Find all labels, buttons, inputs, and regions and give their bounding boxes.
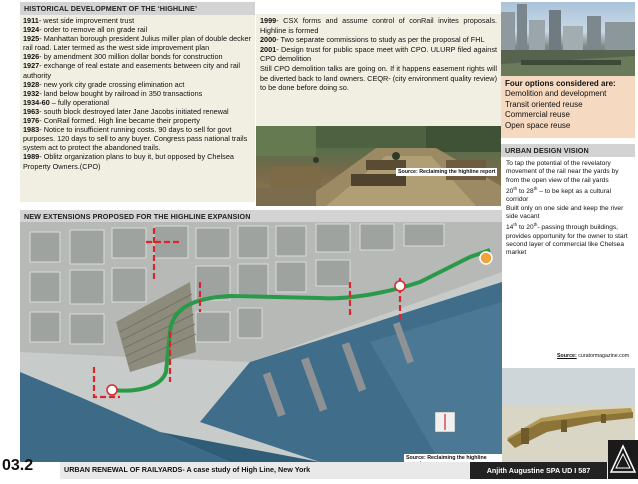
vision-source: Source: curatormagazine.com <box>557 353 630 359</box>
history-panel <box>20 2 255 202</box>
option-item: Demolition and development <box>505 89 607 99</box>
aerial-map <box>20 222 502 462</box>
history-header: HISTORICAL DEVELOPMENT OF THE ‘HIGHLINE’ <box>20 2 255 15</box>
options-title: Four options considered are: <box>505 79 616 88</box>
history-list <box>20 15 255 171</box>
option-item: Open space reuse <box>505 120 571 130</box>
history-entry: 1963- south block destroyed later Jane Jacobs initiated renewal <box>23 106 229 116</box>
history-entry: 1911- west side improvement trust <box>23 16 135 25</box>
left-margin <box>0 0 18 456</box>
vision-text-3: Built only on one side and keep the river side vacant <box>506 204 624 220</box>
history-entry: 1989- Oblitz organization plans to buy it, but opposed by Chelsea Property Owners.(CPO) <box>23 152 234 171</box>
deck-photo-source: Source: Reclaiming the highline report <box>398 169 496 175</box>
vision-text-4: 14th to 20th- passing through buildings, provides opportunity for the owner to start second layer of commercial like Chelsea market <box>506 222 628 257</box>
history-entry: 1924- order to remove all on grade rail <box>23 25 148 35</box>
history-entry: 1934-60 – fully operational <box>23 97 110 107</box>
history-entry: 1932- land below bought by railroad in 350 transactions <box>23 88 203 98</box>
footer-title: URBAN RENEWAL OF RAILYARDS- A case study of High Line, New York <box>64 465 311 474</box>
options-box <box>501 76 635 138</box>
skyline-illustration <box>501 2 635 76</box>
vision-text-2: 20th to 28th – to be kept as a cultural corridor <box>506 185 612 204</box>
skyline-photo <box>501 2 635 76</box>
highline-deck-photo <box>256 126 501 206</box>
vision-panel <box>501 144 635 366</box>
timeline-continued-panel <box>256 14 501 126</box>
highline-extension-map <box>20 222 502 462</box>
timeline-2001: 2001- Design trust for public space meet with CPO. ULURP filed against CPO demolition <box>260 44 497 64</box>
slide-number: 03.2 <box>2 457 34 474</box>
history-entry: 1928- new york city grade crossing elimination act <box>23 79 185 89</box>
triangle-logo-icon <box>608 440 638 479</box>
history-entry: 1983- Notice to insufficient running costs. 90 days to sell for govt purposes. 120 days to sell to any buyer. Congress pass national trails system act to protect the abandoned trails. <box>23 125 248 153</box>
logo-icon <box>608 440 638 479</box>
extensions-header: NEW EXTENSIONS PROPOSED FOR THE HIGHLINE EXPANSION <box>20 210 502 223</box>
map-source: Source: Reclaiming the highline <box>404 454 502 468</box>
vision-text-1: To tap the potential of the revelatory movement of the rail near the yards by from the open view of the rail yards <box>506 160 619 184</box>
deck-photo-illustration <box>256 126 501 206</box>
history-entry: 1926- by amendment 300 million dollar bonds for construction <box>23 52 223 62</box>
timeline-note: Still CPO demolition talks are going on. If it happens easement rights will be diverted back to land owners. CEQR- (city environment quality review) to be done before doing so. <box>260 63 497 93</box>
history-entry: 1927- exchange of real estate and easements between city and rail authority <box>23 61 241 80</box>
vision-header: URBAN DESIGN VISION <box>501 144 635 157</box>
history-entry: 1976- ConRail formed. High line became their property <box>23 116 200 126</box>
option-item: Commercial reuse <box>505 110 570 120</box>
option-item: Transit oriented reuse <box>505 99 583 109</box>
author-badge: Anjith Augustine SPA UD I 587 <box>470 462 607 479</box>
timeline-2000: 2000- Two separate commissions to study as per the proposal of FHL <box>260 35 485 45</box>
history-entry: 1925- Manhattan borough president Julius miller plan of double decker rail road. Later termed as the west side improvement plan <box>23 34 251 53</box>
timeline-1999: 1999- CSX forms and assume control of conRail invites proposals. Highline is formed <box>260 16 497 35</box>
